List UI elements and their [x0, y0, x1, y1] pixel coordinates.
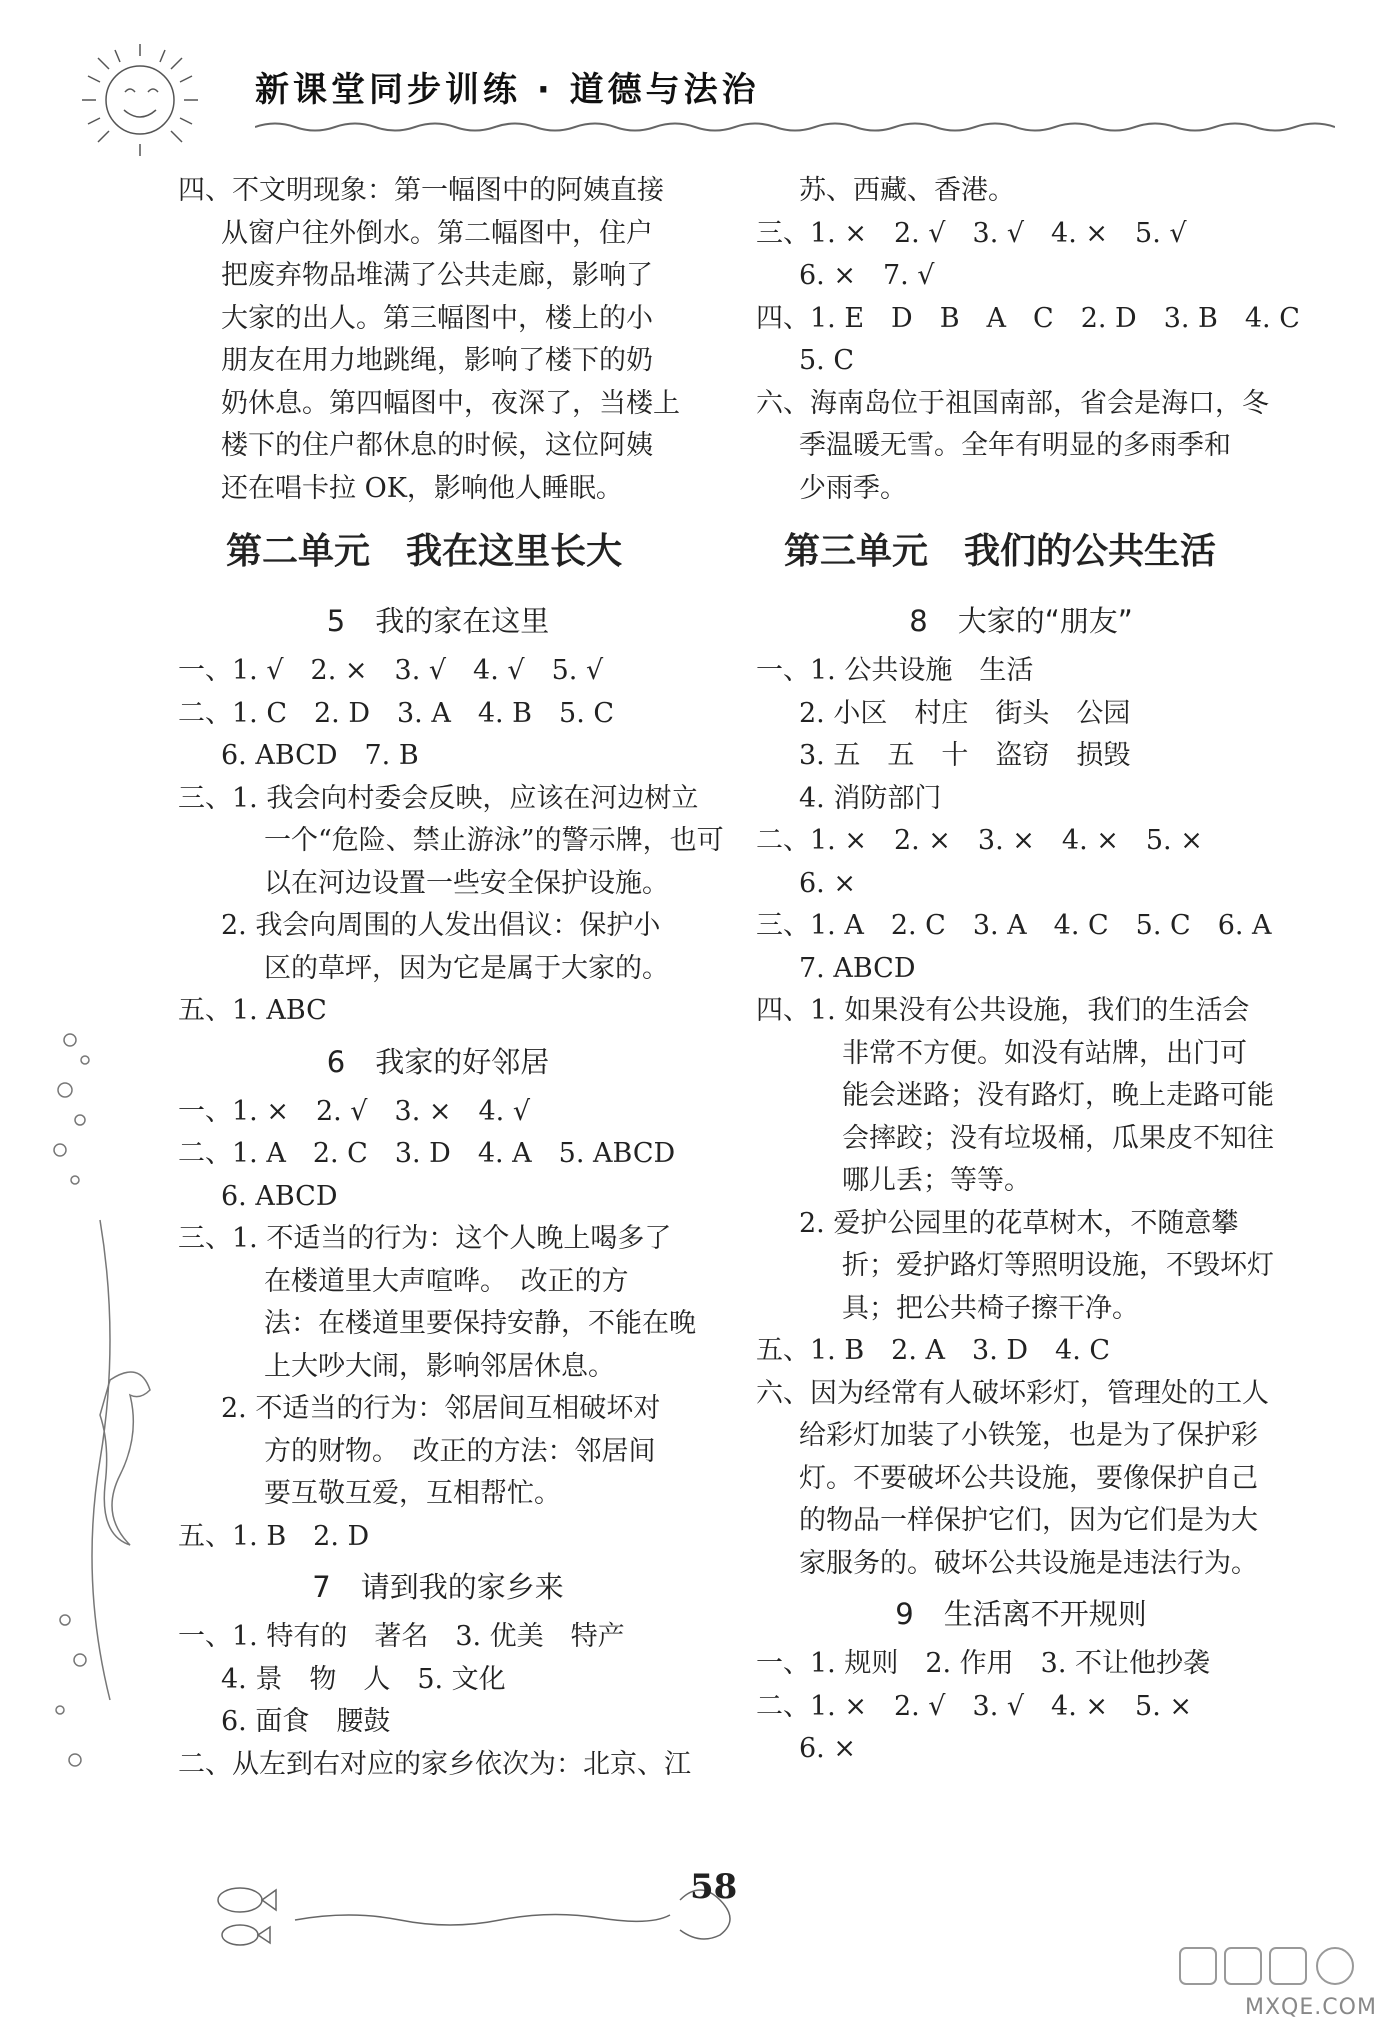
answer-line: 哪儿丢；等等。 — [842, 1165, 1031, 1196]
answer-line: 一、1. 公共设施 生活 — [756, 655, 1034, 686]
page-header — [60, 40, 1320, 150]
answer-line: 二、1. × 2. √ 3. √ 4. × 5. × — [756, 1690, 1192, 1722]
answer-line: 一、1. 规则 2. 作用 3. 不让他抄袭 — [756, 1648, 1211, 1679]
answer-line: 四、1. 如果没有公共设施，我们的生活会 — [756, 995, 1250, 1026]
answer-line: 三、1. A 2. C 3. A 4. C 5. C 6. A — [756, 910, 1272, 941]
answer-line: 2. 我会向周围的人发出倡议：保护小 — [221, 910, 661, 941]
lesson-heading — [178, 1033, 698, 1091]
answer-line: 六、因为经常有人破坏彩灯，管理处的工人 — [756, 1377, 1269, 1409]
answer-line: 6. ABCD 7. B — [221, 740, 419, 771]
answer-line: 一、1. √ 2. × 3. √ 4. √ 5. √ — [178, 655, 604, 686]
answer-line: 6. ABCD — [221, 1180, 338, 1212]
answer-line: 法：在楼道里要保持安静，不能在晚 — [264, 1308, 696, 1339]
answer-line: 一个“危险、禁止游泳”的警示牌，也可 — [264, 825, 724, 856]
answer-line: 的物品一样保护它们，因为它们是为大 — [799, 1505, 1258, 1536]
answer-line: 五、1. B 2. A 3. D 4. C — [756, 1335, 1111, 1366]
answer-line: 三、1. 我会向村委会反映，应该在河边树立 — [178, 782, 699, 814]
answer-line: 2. 爱护公园里的花草树木，不随意攀 — [799, 1207, 1239, 1239]
header-title: 新课堂同步训练 · 道德与法治 — [255, 70, 760, 110]
answer-line: 以在河边设置一些安全保护设施。 — [264, 867, 669, 899]
answer-line: 家服务的。破坏公共设施是违法行为。 — [799, 1547, 1258, 1579]
answer-line: 朋友在用力地跳绳，影响了楼下的奶 — [221, 345, 653, 376]
answer-line: 7. ABCD — [799, 952, 916, 984]
header-ornament-line — [255, 120, 1335, 134]
answer-line: 奶休息。第四幅图中，夜深了，当楼上 — [221, 387, 680, 419]
answer-line: 6. 面食 腰鼓 — [221, 1706, 391, 1737]
answer-line: 会摔跤；没有垃圾桶，瓜果皮不知往 — [842, 1122, 1274, 1154]
answer-line: 6. × — [799, 867, 856, 899]
answer-line: 四、不文明现象：第一幅图中的阿姨直接 — [178, 175, 664, 206]
answer-line: 从窗户往外倒水。第二幅图中，住户 — [221, 217, 653, 249]
answer-line: 一、1. × 2. √ 3. × 4. √ — [178, 1095, 531, 1127]
answer-line: 4. 景 物 人 5. 文化 — [221, 1663, 506, 1695]
lesson-title: 请到我的家乡来 — [360, 1570, 564, 1604]
seahorse-decoration-icon — [40, 1020, 170, 1840]
answer-line: 6. × — [799, 1733, 856, 1764]
unit-heading: 第二单元 我在这里长大 — [226, 531, 623, 572]
lesson-number: 7 — [312, 1570, 331, 1604]
lesson-number: 9 — [895, 1597, 914, 1631]
answer-line: 具；把公共椅子擦干净。 — [842, 1292, 1139, 1324]
answer-line: 3. 五 五 十 盗窃 损毁 — [799, 740, 1131, 771]
answer-line: 灯。不要破坏公共设施，要像保护自己 — [799, 1462, 1258, 1494]
answer-line: 四、1. E D B A C 2. D 3. B 4. C — [756, 302, 1300, 334]
lesson-title: 生活离不开规则 — [943, 1597, 1147, 1631]
answer-line: 二、1. × 2. × 3. × 4. × 5. × — [756, 825, 1203, 856]
fish-footer-decoration-icon — [200, 1860, 760, 1960]
watermark-text: MXQE.COM — [1245, 1995, 1377, 2020]
lesson-number: 6 — [326, 1044, 346, 1079]
unit-heading: 第三单元 我们的公共生活 — [784, 531, 1217, 572]
answer-line: 还在唱卡拉 OK，影响他人睡眠。 — [221, 472, 623, 504]
answer-line: 方的财物。 改正的方法：邻居间 — [264, 1435, 656, 1467]
answer-line: 2. 小区 村庄 街头 公园 — [799, 697, 1131, 729]
answer-line: 上大吵大闹，影响邻居休息。 — [264, 1350, 615, 1382]
lesson-number: 8 — [909, 604, 928, 638]
lesson-title: 我的家在这里 — [375, 604, 550, 638]
answer-line: 少雨季。 — [799, 472, 907, 504]
answer-line: 楼下的住户都休息的时候，这位阿姨 — [221, 430, 653, 461]
answer-line: 二、从左到右对应的家乡依次为：北京、江 — [178, 1748, 691, 1780]
answer-line: 二、1. C 2. D 3. A 4. B 5. C — [178, 697, 615, 729]
answer-line: 一、1. 特有的 著名 3. 优美 特产 — [178, 1621, 625, 1652]
answer-line: 能会迷路；没有路灯，晚上走路可能 — [842, 1080, 1274, 1111]
page-number: 58 — [690, 1867, 738, 1907]
answer-line: 要互敬互爱，互相帮忙。 — [264, 1478, 561, 1509]
answer-line: 三、1. 不适当的行为：这个人晚上喝多了 — [178, 1223, 672, 1254]
lesson-heading — [756, 1585, 1286, 1643]
answer-line: 区的草坪，因为它是属于大家的。 — [264, 952, 669, 984]
lesson-title: 大家的“朋友” — [957, 604, 1133, 638]
lesson-heading — [756, 592, 1286, 650]
lesson-number: 5 — [326, 604, 346, 638]
answer-line: 5. C — [799, 345, 855, 376]
answer-line: 4. 消防部门 — [799, 782, 942, 814]
answer-line: 非常不方便。如没有站牌，出门可 — [842, 1037, 1247, 1069]
answer-line: 在楼道里大声喧哗。 改正的方 — [264, 1265, 629, 1297]
sun-logo-icon — [60, 40, 250, 160]
left-column — [178, 170, 724, 1786]
lesson-title: 我家的好邻居 — [375, 1044, 550, 1079]
answer-line: 五、1. B 2. D — [178, 1520, 370, 1552]
answer-line: 季温暖无雪。全年有明显的多雨季和 — [799, 430, 1231, 461]
lesson-heading — [178, 592, 698, 650]
answer-line: 2. 不适当的行为：邻居间互相破坏对 — [221, 1393, 661, 1424]
answer-line: 折；爱护路灯等照明设施，不毁坏灯 — [842, 1250, 1274, 1281]
answer-line: 给彩灯加装了小铁笼，也是为了保护彩 — [799, 1420, 1258, 1451]
answer-line: 苏、西藏、香港。 — [799, 175, 1015, 206]
right-column — [756, 170, 1300, 1771]
answer-line: 大家的出人。第三幅图中，楼上的小 — [221, 302, 653, 334]
answer-line: 五、1. ABC — [178, 995, 327, 1026]
answer-line: 把废弃物品堆满了公共走廊，影响了 — [221, 260, 653, 291]
answer-line: 二、1. A 2. C 3. D 4. A 5. ABCD — [178, 1138, 676, 1169]
answer-line: 6. × 7. √ — [799, 260, 935, 291]
lesson-heading — [178, 1558, 698, 1616]
answer-line: 六、海南岛位于祖国南部，省会是海口，冬 — [756, 387, 1269, 419]
answer-line: 三、1. × 2. √ 3. √ 4. × 5. √ — [756, 217, 1187, 249]
